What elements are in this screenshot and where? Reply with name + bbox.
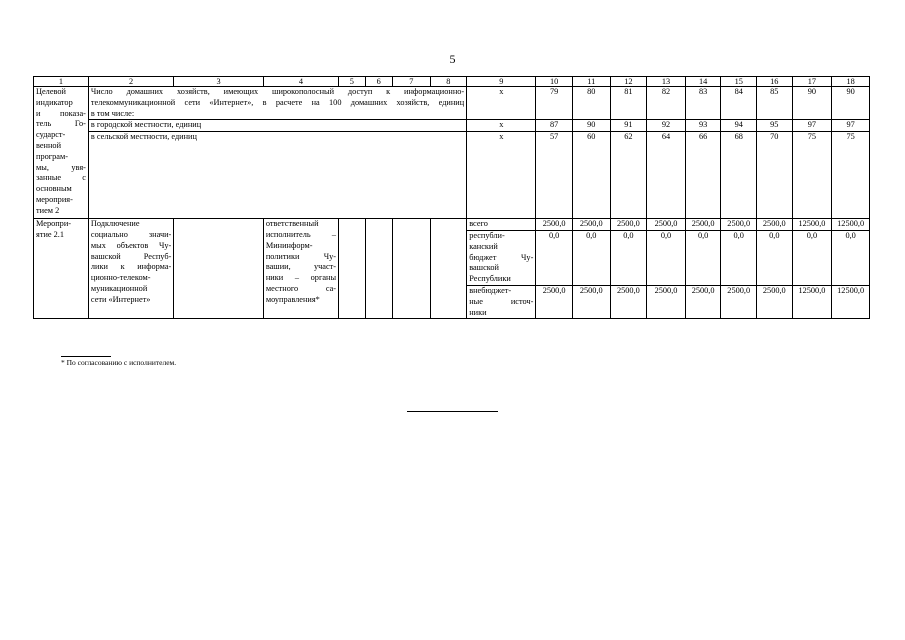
- indicator-value: 75: [792, 132, 832, 219]
- measure-executor-line: ники – органы: [265, 273, 337, 283]
- funding-source-line: канский: [469, 241, 498, 251]
- measure-executor-line: исполнитель –: [265, 229, 337, 239]
- column-number: 13: [647, 77, 686, 87]
- indicator-value: 60: [572, 132, 610, 219]
- funding-source-line: Республики: [469, 274, 511, 284]
- measure-row: [34, 219, 870, 231]
- measure-label-line: ятие 2.1: [36, 229, 65, 239]
- indicator-col9: х: [467, 132, 536, 219]
- funding-source-line: ные источ-: [469, 296, 534, 306]
- indicator-row: [34, 87, 870, 120]
- indicator-value: 64: [647, 132, 686, 219]
- measure-col5: [339, 219, 365, 319]
- funding-value: 12500,0: [832, 219, 870, 231]
- funding-source-line: бюджет Чу-: [469, 252, 534, 262]
- indicator-row: [34, 120, 870, 132]
- funding-value: 2500,0: [685, 219, 721, 231]
- measure-executor-line: Мининформ-: [265, 240, 313, 250]
- indicator-value: 91: [610, 120, 647, 132]
- funding-value: 2500,0: [757, 285, 793, 318]
- indicator-value: 81: [610, 87, 647, 120]
- funding-value: 0,0: [647, 230, 686, 285]
- measure-executor-line: ответственный: [265, 219, 319, 229]
- program-table: [33, 76, 870, 319]
- indicator-col9: х: [467, 120, 536, 132]
- indicator-label-line: Целевой: [36, 87, 66, 96]
- end-rule: [407, 411, 498, 412]
- indicator-label: [34, 87, 89, 219]
- measure-name-line: вашской Респуб-: [90, 251, 172, 261]
- indicator-value: 90: [832, 87, 870, 120]
- measure-executor-line: политики Чу-: [265, 251, 337, 261]
- funding-value: 2500,0: [610, 285, 647, 318]
- indicator-value: 94: [721, 120, 757, 132]
- indicator-value: 75: [832, 132, 870, 219]
- column-number: 9: [467, 77, 536, 87]
- funding-value: 2500,0: [647, 219, 686, 231]
- measure-executor-line: местного са-: [265, 283, 337, 293]
- header-row: [34, 77, 870, 87]
- funding-value: 0,0: [685, 230, 721, 285]
- indicator-label-line: мы, увя-: [36, 162, 86, 172]
- measure-name-line: социально значи-: [90, 229, 172, 239]
- measure-col3: [174, 219, 263, 319]
- funding-source: [467, 285, 536, 318]
- indicator-value: 66: [685, 132, 721, 219]
- indicator-text: [88, 132, 466, 219]
- funding-value: 12500,0: [792, 219, 832, 231]
- indicator-value: 90: [572, 120, 610, 132]
- column-number: 4: [263, 77, 338, 87]
- funding-value: 0,0: [610, 230, 647, 285]
- indicator-label-line: тием 2: [36, 205, 60, 215]
- funding-value: 2500,0: [536, 219, 573, 231]
- indicator-value: 79: [536, 87, 573, 120]
- indicator-label-line: програм-: [36, 151, 68, 161]
- funding-source-line: вашской: [469, 263, 499, 273]
- measure-name-line: сети «Интернет»: [90, 294, 151, 304]
- funding-value: 0,0: [792, 230, 832, 285]
- indicator-text-line: в сельской местности, единиц: [90, 132, 197, 142]
- indicator-label-line: индикатор: [36, 97, 73, 107]
- column-number: 8: [430, 77, 467, 87]
- indicator-text-line: Число домашних хозяйств, имеющих широкополосный доступ к информационно-: [90, 87, 465, 96]
- column-number: 10: [536, 77, 573, 87]
- indicator-label-line: тель Го-: [36, 119, 86, 129]
- funding-value: 0,0: [536, 230, 573, 285]
- page-number: 5: [449, 52, 456, 66]
- measure-label-line: Меропри-: [36, 219, 72, 229]
- column-number: 6: [365, 77, 392, 87]
- indicator-value: 70: [757, 132, 793, 219]
- measure-name-line: ционно-телеком-: [90, 273, 151, 283]
- funding-value: 12500,0: [792, 285, 832, 318]
- measure-name-line: муникационной: [90, 283, 148, 293]
- indicator-value: 87: [536, 120, 573, 132]
- column-number: 12: [610, 77, 647, 87]
- column-number: 3: [174, 77, 263, 87]
- funding-source: [467, 219, 536, 231]
- column-number: 7: [392, 77, 430, 87]
- indicator-label-line: мероприя-: [36, 194, 73, 204]
- indicator-label-line: занные с: [36, 173, 86, 183]
- funding-value: 2500,0: [572, 219, 610, 231]
- funding-value: 0,0: [832, 230, 870, 285]
- measure-col6: [365, 219, 392, 319]
- measure-col7: [392, 219, 430, 319]
- indicator-value: 97: [832, 120, 870, 132]
- measure-name-line: мых объектов Чу-: [90, 240, 172, 250]
- funding-value: 0,0: [757, 230, 793, 285]
- column-number: 16: [757, 77, 793, 87]
- indicator-text: [88, 87, 466, 120]
- column-number: 5: [339, 77, 365, 87]
- indicator-value: 82: [647, 87, 686, 120]
- funding-source-line: внебюджет-: [469, 285, 512, 295]
- indicator-label-line: сударст-: [36, 130, 66, 140]
- indicator-value: 85: [757, 87, 793, 120]
- indicator-value: 93: [685, 120, 721, 132]
- indicator-value: 92: [647, 120, 686, 132]
- indicator-row: [34, 132, 870, 219]
- indicator-label-line: основным: [36, 184, 72, 194]
- column-number: 1: [34, 77, 89, 87]
- funding-value: 2500,0: [536, 285, 573, 318]
- indicator-text-line: в том числе:: [90, 108, 135, 118]
- indicator-value: 84: [721, 87, 757, 120]
- column-number: 11: [572, 77, 610, 87]
- indicator-label-line: и показа-: [36, 108, 86, 118]
- indicator-value: 90: [792, 87, 832, 120]
- measure-name-line: Подключение: [90, 219, 140, 229]
- funding-value: 0,0: [572, 230, 610, 285]
- funding-value: 2500,0: [721, 285, 757, 318]
- column-number: 14: [685, 77, 721, 87]
- footnote: * По согласованию с исполнителем.: [61, 358, 177, 367]
- indicator-label-line: венной: [36, 140, 62, 150]
- footnote-rule: [61, 356, 111, 357]
- column-number: 15: [721, 77, 757, 87]
- funding-value: 2500,0: [647, 285, 686, 318]
- column-number: 18: [832, 77, 870, 87]
- funding-value: 2500,0: [610, 219, 647, 231]
- indicator-text-line: телекоммуникационной сети «Интернет», в расчете на 100 домашних хозяйств, единиц: [90, 97, 465, 107]
- indicator-value: 68: [721, 132, 757, 219]
- indicator-value: 80: [572, 87, 610, 120]
- funding-value: 2500,0: [572, 285, 610, 318]
- indicator-value: 95: [757, 120, 793, 132]
- indicator-value: 83: [685, 87, 721, 120]
- column-number: 17: [792, 77, 832, 87]
- indicator-text-line: в городской местности, единиц: [90, 120, 202, 130]
- funding-value: 0,0: [721, 230, 757, 285]
- indicator-col9: х: [467, 87, 536, 120]
- indicator-value: 57: [536, 132, 573, 219]
- funding-value: 2500,0: [757, 219, 793, 231]
- funding-value: 2500,0: [685, 285, 721, 318]
- funding-source-line: ники: [469, 307, 487, 317]
- measure-label: [34, 219, 89, 319]
- funding-value: 2500,0: [721, 219, 757, 231]
- funding-source-line: всего: [469, 219, 488, 229]
- measure-executor-line: вашии, участ-: [265, 262, 337, 272]
- indicator-value: 62: [610, 132, 647, 219]
- measure-executor: [263, 219, 338, 319]
- column-number: 2: [88, 77, 173, 87]
- indicator-text: [88, 120, 466, 132]
- funding-source: [467, 230, 536, 285]
- funding-value: 12500,0: [832, 285, 870, 318]
- measure-col8: [430, 219, 467, 319]
- funding-source-line: республи-: [469, 230, 505, 240]
- measure-name-line: лики к информа-: [90, 262, 172, 272]
- measure-executor-line: моуправления*: [265, 294, 320, 304]
- indicator-value: 97: [792, 120, 832, 132]
- measure-name: [88, 219, 173, 319]
